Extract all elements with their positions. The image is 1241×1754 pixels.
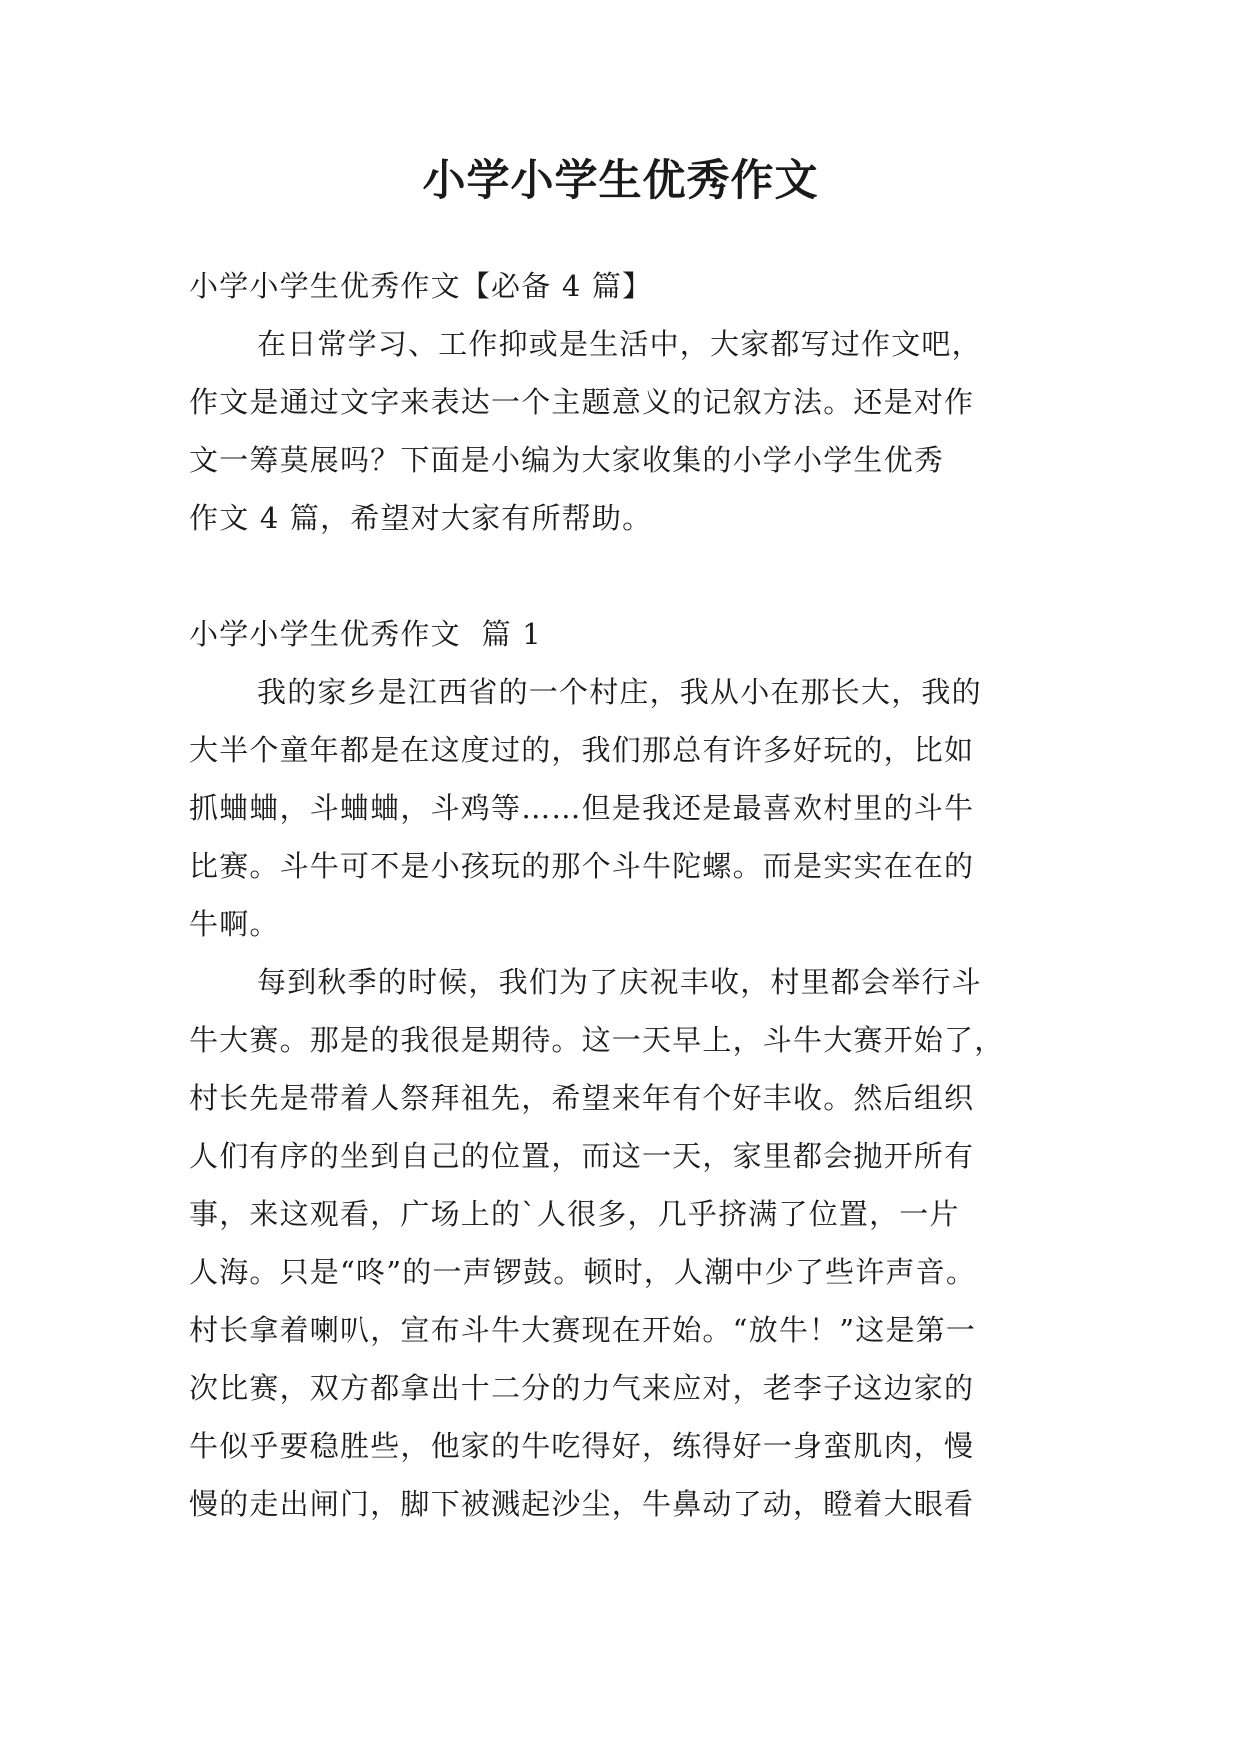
text-line: 事，来这观看，广场上的`人很多，几乎挤满了位置，一片 [189,1197,960,1231]
text-line: 牛似乎要稳胜些，他家的牛吃得好，练得好一身蛮肌肉，慢 [189,1429,975,1463]
intro-paragraph [189,315,1059,547]
text-line: 人们有序的坐到自己的位置，而这一天，家里都会抛开所有 [189,1139,975,1173]
text-line: 我的家乡是江西省的一个村庄，我从小在那长大，我的 [257,675,982,709]
text-line: 村长先是带着人祭拜祖先，希望来年有个好丰收。然后组织 [189,1081,975,1115]
document-title: 小学小学生优秀作文 [422,156,819,206]
text-line: 牛啊。 [189,907,280,941]
spacer [189,547,1059,605]
document-subtitle: 小学小学生优秀作文【必备 4 篇】 [189,269,653,303]
text-line: 在日常学习、工作抑或是生活中，大家都写过作文吧， [257,327,982,361]
section-heading: 小学小学生优秀作文 篇 1 [189,617,542,651]
text-line: 抓蛐蛐，斗蛐蛐，斗鸡等……但是我还是最喜欢村里的斗牛 [189,791,975,825]
text-line: 大半个童年都是在这度过的，我们那总有许多好玩的，比如 [189,733,975,767]
text-line: 每到秋季的时候，我们为了庆祝丰收，村里都会举行斗 [257,965,982,999]
paragraph-2 [189,953,1059,1533]
text-line: 牛大赛。那是的我很是期待。这一天早上，斗牛大赛开始了， [189,1023,1005,1057]
text-line: 作文是通过文字来表达一个主题意义的记叙方法。还是对作 [189,385,975,419]
text-line: 人海。只是“咚”的一声锣鼓。顿时，人潮中少了些许声音。 [189,1255,977,1289]
text-line: 村长拿着喇叭，宣布斗牛大赛现在开始。“放牛！”这是第一 [189,1313,977,1347]
text-line: 次比赛，双方都拿出十二分的力气来应对，老李子这边家的 [189,1371,975,1405]
text-line: 文一筹莫展吗？下面是小编为大家收集的小学小学生优秀 [189,443,945,477]
paragraph-1 [189,663,1059,953]
document-body [189,257,1059,1533]
text-line: 慢的走出闸门，脚下被溅起沙尘，牛鼻动了动，瞪着大眼看 [189,1487,975,1521]
text-line: 比赛。斗牛可不是小孩玩的那个斗牛陀螺。而是实实在在的 [189,849,975,883]
text-line: 作文 4 篇，希望对大家有所帮助。 [189,501,653,535]
